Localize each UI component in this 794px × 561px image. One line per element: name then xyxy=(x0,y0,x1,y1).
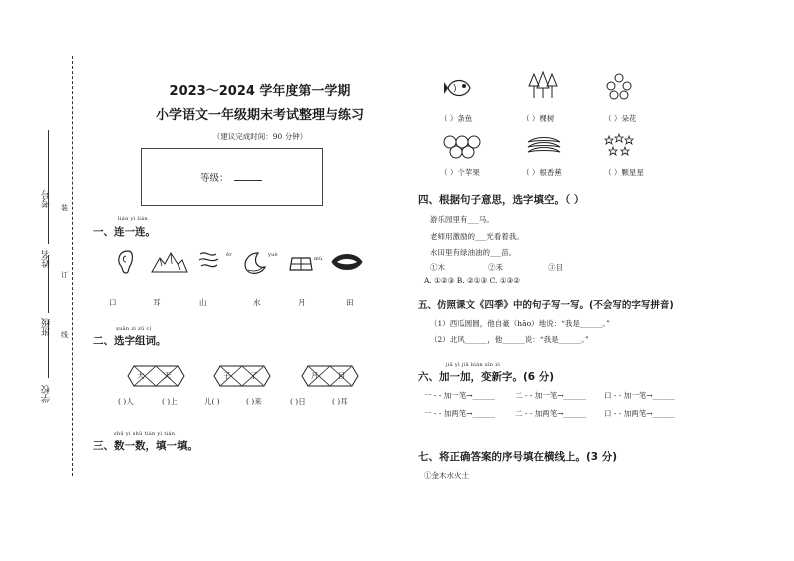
section4-option-2: ②禾 xyxy=(488,263,503,272)
section2-answer-2[interactable]: ( )上 xyxy=(162,397,178,406)
grade-blank[interactable] xyxy=(234,180,262,181)
diamond-2-char-b[interactable]: 了 xyxy=(250,371,258,380)
section2-answer-3[interactable]: 儿( ) xyxy=(204,397,220,406)
picture-mark-2: yuè xyxy=(268,252,278,258)
section5-line-2[interactable]: （2）北风______，他______说：“我是______。” xyxy=(430,335,589,344)
picture-mark-1: ěr xyxy=(226,252,232,258)
count-stars[interactable]: （ ）颗星星 xyxy=(604,168,644,177)
grade-box xyxy=(141,148,323,206)
field-label-name: 姓名 xyxy=(42,250,52,268)
section2-answer-4[interactable]: ( )来 xyxy=(246,397,262,406)
section1-char-4[interactable]: 水 xyxy=(253,298,261,307)
diamond-3-char-b[interactable]: 目 xyxy=(338,371,346,380)
picture-mark-3: mù xyxy=(314,256,323,262)
suggested-time: （建议完成时间：90 分钟） xyxy=(212,132,308,141)
section4-choices[interactable]: A. ①②③ B. ②①③ C. ①③② xyxy=(424,276,520,285)
count-apples[interactable]: （ ）个苹果 xyxy=(440,168,480,177)
banana-icon xyxy=(526,134,562,158)
section2-title: 二、选字组词。 xyxy=(93,335,167,347)
moon-icon xyxy=(240,250,268,276)
ear-icon xyxy=(114,248,134,276)
section4-sentence-1[interactable]: 游乐园里有___马。 xyxy=(430,215,494,224)
section6-row2-col1[interactable]: 一 - - 加两笔→______ xyxy=(424,409,496,418)
section6-title: 六、加一加，变新字。(6 分) xyxy=(418,371,555,383)
binding-mark-zhuang: 装 xyxy=(61,204,68,212)
section1-char-3[interactable]: 山 xyxy=(199,298,207,307)
water-icon xyxy=(196,248,222,274)
section1-pinyin: lián yì lián xyxy=(118,216,149,222)
field-label-school: 学校 xyxy=(42,385,52,403)
diamond-2-char-a[interactable]: 子 xyxy=(223,371,231,380)
count-fish[interactable]: （ ）条鱼 xyxy=(440,114,473,123)
mountain-icon xyxy=(150,250,188,274)
section2-answer-1[interactable]: ( )人 xyxy=(118,397,134,406)
section1-char-6[interactable]: 田 xyxy=(346,298,354,307)
word-choice-diamond-2 xyxy=(212,362,272,390)
word-choice-diamond-1 xyxy=(126,362,186,390)
section2-answer-6[interactable]: ( )耳 xyxy=(332,397,348,406)
section2-answer-5[interactable]: ( )日 xyxy=(290,397,306,406)
exam-title-year: 2023～2024 学年度第一学期 xyxy=(169,84,351,99)
diamond-1-char-b[interactable]: 天 xyxy=(164,371,172,380)
field-line-name[interactable] xyxy=(48,178,49,244)
section7-title: 七、将正确答案的序号填在横线上。(3 分) xyxy=(418,451,618,463)
field-line-exam-no[interactable] xyxy=(48,130,49,184)
count-trees[interactable]: （ ）棵树 xyxy=(522,114,555,123)
section6-row2-col3[interactable]: 口 - - 加两笔→______ xyxy=(604,409,676,418)
section4-option-1: ①木 xyxy=(430,263,445,272)
exam-title-main: 小学语文一年级期末考试整理与练习 xyxy=(155,108,364,123)
flower-icon xyxy=(604,72,634,100)
field-label-class: 班级 xyxy=(42,318,52,336)
section4-sentence-3[interactable]: 水田里有绿油油的___苗。 xyxy=(430,248,517,257)
field-icon xyxy=(288,255,314,273)
section6-row1-col2[interactable]: 二 - - 加一笔→______ xyxy=(515,391,587,400)
diamond-1-char-a[interactable]: 大 xyxy=(137,371,145,380)
section2-pinyin: xuǎn zì zǔ cí xyxy=(116,326,152,332)
section4-option-3: ③目 xyxy=(548,263,563,272)
mouth-icon xyxy=(330,250,364,274)
section4-sentence-2[interactable]: 老师用激励的___光看着我。 xyxy=(430,232,524,241)
section3-title: 三、数一数，填一填。 xyxy=(93,440,198,452)
binding-mark-ding: 订 xyxy=(61,271,68,279)
binding-dashed-line xyxy=(72,56,73,476)
fish-icon xyxy=(444,76,474,100)
count-flowers[interactable]: （ ）朵花 xyxy=(604,114,637,123)
diamond-3-char-a[interactable]: 月 xyxy=(311,371,319,380)
section6-pinyin: jiā yì jiā biàn xīn zì xyxy=(446,362,501,368)
section1-char-5[interactable]: 月 xyxy=(298,298,306,307)
grade-label: 等级： xyxy=(200,173,229,184)
field-label-exam-no: 考号 xyxy=(42,190,52,208)
tree-icon xyxy=(528,70,558,100)
section6-row1-col1[interactable]: 一 - - 加一笔→______ xyxy=(424,391,496,400)
section6-row1-col3[interactable]: 口 - - 加一笔→______ xyxy=(604,391,676,400)
star-icon xyxy=(604,132,634,160)
section1-char-2[interactable]: 耳 xyxy=(153,298,161,307)
section6-row2-col2[interactable]: 二 - - 加两笔→______ xyxy=(515,409,587,418)
section7-item-1: ①金木水火土 xyxy=(424,471,469,480)
count-bananas[interactable]: （ ）根香蕉 xyxy=(522,168,562,177)
section5-title: 五、仿照课文《四季》中的句子写一写。(不会写的字写拼音) xyxy=(418,300,674,311)
section3-pinyin: shǔ yi shǔ tián yi tián xyxy=(114,431,176,437)
apple-icon xyxy=(442,132,478,160)
section1-title: 一、连一连。 xyxy=(93,226,156,238)
section1-char-1[interactable]: 口 xyxy=(109,298,117,307)
section4-title: 四、根据句子意思，选字填空。（ ） xyxy=(418,194,585,206)
section5-line-1[interactable]: （1）西瓜圆圆，他自豪（hāo）地说：“我是______。” xyxy=(430,319,611,328)
word-choice-diamond-3 xyxy=(300,362,360,390)
binding-mark-xian: 线 xyxy=(61,331,68,339)
